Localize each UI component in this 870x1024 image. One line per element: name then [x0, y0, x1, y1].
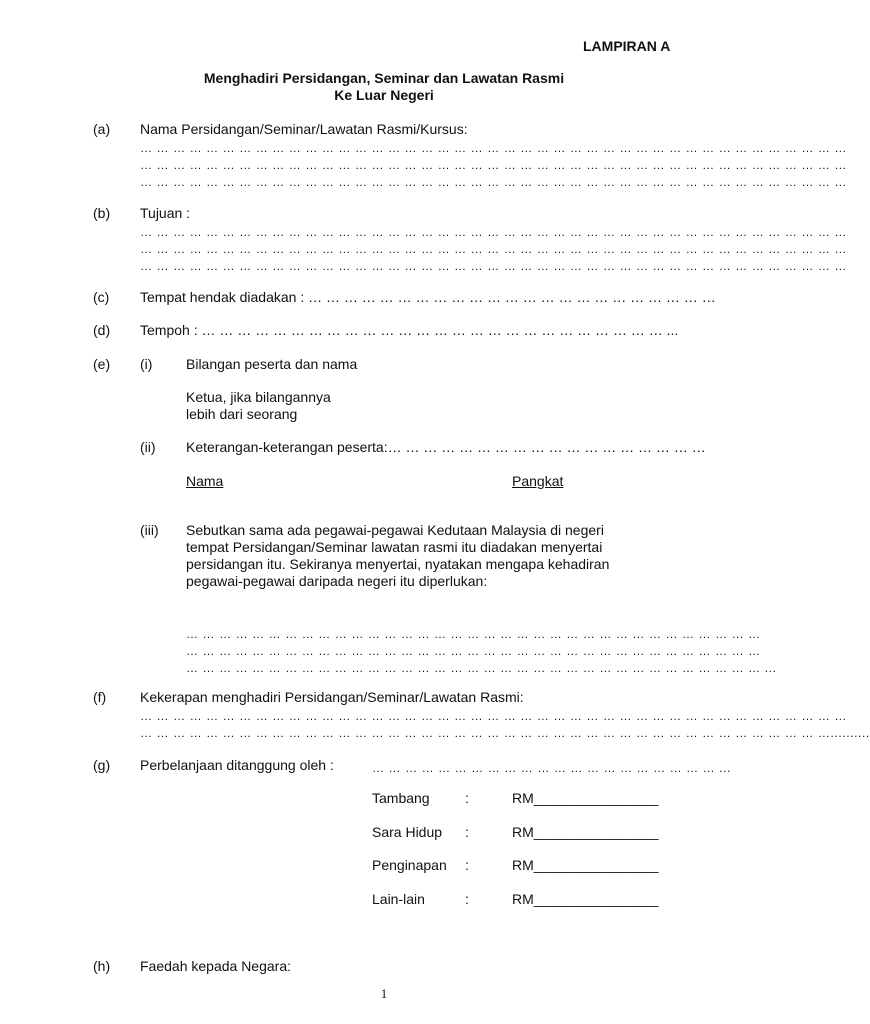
item-d-label[interactable]: Tempoh : … … … … … … … … … … … … … … … … … … … … … … … … … … ... — [140, 322, 679, 338]
expense-penginapan-label: Penginapan — [372, 857, 447, 873]
item-c-label[interactable]: Tempat hendak diadakan : … … … … … … … … … … … … … … … … … … … … … … … — [140, 289, 716, 305]
item-g-marker: (g) — [93, 757, 111, 773]
item-a-label: Nama Persidangan/Seminar/Lawatan Rasmi/Kursus: — [140, 121, 468, 137]
item-e-iii-dotted-line-1[interactable]: … … … … … … … … … … … … … … … … … … … … … … … … … … … … … … … … … … … — [186, 627, 761, 641]
item-e-marker: (e) — [93, 356, 111, 372]
form-title-line2: Ke Luar Negeri — [334, 87, 434, 103]
item-e-ii-marker: (ii) — [140, 439, 156, 455]
column-nama: Nama — [186, 473, 224, 489]
item-e-iii-line1: Sebutkan sama ada pegawai-pegawai Kedutaan Malaysia di negeri — [186, 522, 604, 538]
item-a-marker: (a) — [93, 121, 111, 137]
item-d-marker: (d) — [93, 322, 111, 338]
expense-sara-hidup-field[interactable]: RM________________ — [512, 824, 659, 840]
item-e-iii-dotted-line-3[interactable]: … … … … … … … … … … … … … … … … … … … … … … … … … … … … … … … … … … … ... — [186, 661, 777, 675]
item-a-dotted-line-3[interactable]: … … … … … … … … … … … … … … … … … … … … … … … … … … … … … … … … … … … … … … … … … … … — [140, 175, 848, 189]
expense-penginapan-field[interactable]: RM________________ — [512, 857, 659, 873]
item-e-i-note-line2: lebih dari seorang — [186, 406, 298, 422]
item-b-dotted-line-3[interactable]: … … … … … … … … … … … … … … … … … … … … … … … … … … … … … … … … … … … … … … … … … … … — [140, 259, 848, 273]
expense-tambang-field[interactable]: RM________________ — [512, 790, 659, 806]
item-h-marker: (h) — [93, 958, 111, 974]
item-e-iii-line3: persidangan itu. Sekiranya menyertai, nyatakan mengapa kehadiran — [186, 556, 610, 572]
item-h-label: Faedah kepada Negara: — [140, 958, 291, 974]
expense-sara-hidup-label: Sara Hidup — [372, 824, 443, 840]
expense-lain-lain-colon: : — [465, 891, 469, 907]
item-f-dotted-line-2[interactable]: … … … … … … … … … … … … … … … … … … … … … … … … … … … … … … … … … … … … … … … … … ….......... — [140, 726, 870, 740]
form-title-line1: Menghadiri Persidangan, Seminar dan Lawatan Rasmi — [203, 70, 565, 86]
item-c-marker: (c) — [93, 289, 110, 305]
item-b-marker: (b) — [93, 205, 111, 221]
item-e-i-note-line1: Ketua, jika bilangannya — [186, 389, 331, 405]
item-e-iii-marker: (iii) — [140, 522, 159, 538]
expense-penginapan-colon: : — [465, 857, 469, 873]
item-e-i-marker: (i) — [140, 356, 153, 372]
item-b-dotted-line-2[interactable]: … … … … … … … … … … … … … … … … … … … … … … … … … … … … … … … … … … … … … … … … … … … — [140, 242, 848, 256]
item-e-ii-label[interactable]: Keterangan-keterangan peserta:… … … … … … … … … … … … … … … … … … — [186, 439, 706, 455]
item-g-label: Perbelanjaan ditanggung oleh : — [140, 757, 334, 773]
column-pangkat: Pangkat — [512, 473, 564, 489]
item-e-iii-line2: tempat Persidangan/Seminar lawatan rasmi itu diadakan menyertai — [186, 539, 603, 555]
item-b-label: Tujuan : — [140, 205, 191, 221]
expense-lain-lain-field[interactable]: RM________________ — [512, 891, 659, 907]
item-e-i-label: Bilangan peserta dan nama — [186, 356, 358, 372]
item-a-dotted-line-2[interactable]: … … … … … … … … … … … … … … … … … … … … … … … … … … … … … … … … … … … … … … … … … … … — [140, 158, 848, 172]
expense-tambang-colon: : — [465, 790, 469, 806]
item-f-label: Kekerapan menghadiri Persidangan/Seminar/Lawatan Rasmi: — [140, 689, 524, 705]
item-f-dotted-line-1[interactable]: … … … … … … … … … … … … … … … … … … … … … … … … … … … … … … … … … … … … … … … … … … … — [140, 709, 848, 723]
expense-lain-lain-label: Lain-lain — [372, 891, 425, 907]
item-e-iii-line4: pegawai-pegawai daripada negeri itu diperlukan: — [186, 573, 488, 589]
item-a-dotted-line-1[interactable]: … … … … … … … … … … … … … … … … … … … … … … … … … … … … … … … … … … … … … … … … … … … — [140, 141, 848, 155]
expense-sara-hidup-colon: : — [465, 824, 469, 840]
item-b-dotted-line-1[interactable]: … … … … … … … … … … … … … … … … … … … … … … … … … … … … … … … … … … … … … … … … … … … — [140, 225, 848, 239]
item-f-marker: (f) — [93, 689, 107, 705]
lampiran-label: LAMPIRAN A — [583, 38, 671, 54]
item-g-dotted-line[interactable]: … … … … … … … … … … … … … … … … … … … … … ... — [372, 761, 732, 775]
page-number: 1 — [380, 986, 388, 1001]
item-e-iii-dotted-line-2[interactable]: … … … … … … … … … … … … … … … … … … … … … … … … … … … … … … … … … … … — [186, 644, 761, 658]
expense-tambang-label: Tambang — [372, 790, 430, 806]
